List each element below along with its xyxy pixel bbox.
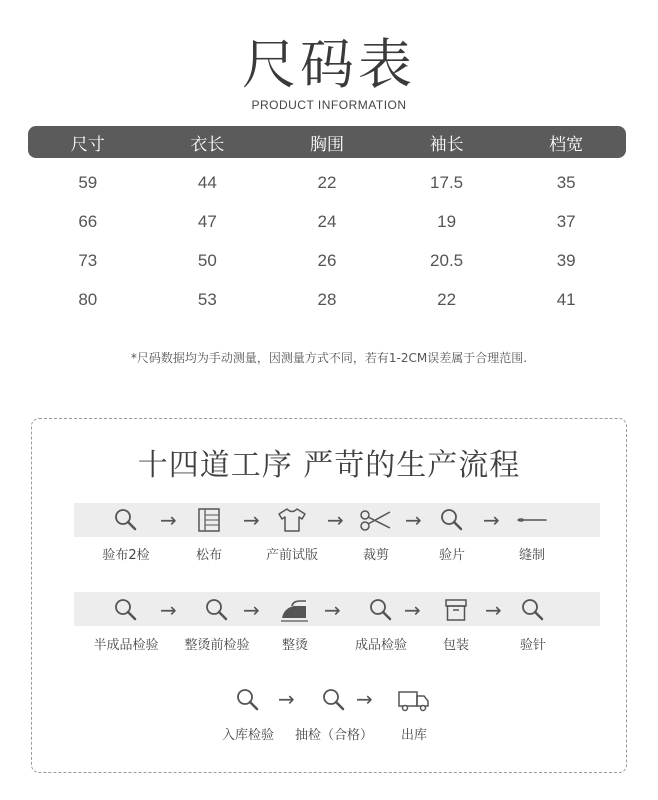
step-label: 出库 [400,728,427,743]
fabric-roll-icon [164,506,254,534]
table-cell: 39 [556,251,576,270]
table-cell: 37 [556,212,576,231]
arrow-icon: → [324,598,341,622]
table-cell: 20.5 [430,251,464,270]
process-step [164,506,254,563]
table-cell: 53 [197,290,217,309]
step-label: 缝制 [518,548,545,563]
step-label: 整烫前检验 [184,638,250,653]
magnifier-icon [488,596,578,624]
table-cell: 44 [197,173,217,192]
arrow-icon: → [483,508,500,532]
measurement-note: *尺码数据均为手动测量，因测量方式不同，若有1-2CM误差属于合理范围. [130,351,528,365]
arrow-icon: → [405,508,422,532]
step-label: 验片 [438,548,465,563]
process-step [81,506,171,563]
table-cell: 24 [317,212,337,231]
tshirt-icon [247,506,337,534]
table-row [28,207,626,237]
column-header: 衣长 [190,134,225,155]
process-step [488,596,578,653]
column-header: 胸围 [309,134,344,155]
step-label: 入库检验 [221,728,274,743]
table-cell: 22 [317,173,337,192]
size-table-header [28,126,626,158]
step-label: 包装 [442,638,469,653]
page-subtitle: PRODUCT INFORMATION [251,98,407,112]
table-cell: 73 [78,251,98,270]
column-header: 档宽 [549,134,584,155]
arrow-icon: → [243,598,260,622]
table-cell: 28 [317,290,337,309]
arrow-icon: → [243,508,260,532]
step-label: 成品检验 [354,638,407,653]
step-label: 验布2检 [102,548,150,563]
arrow-icon: → [160,598,177,622]
table-cell: 80 [78,290,98,309]
table-cell: 17.5 [430,173,464,192]
magnifier-icon [81,506,171,534]
table-cell: 22 [437,290,457,309]
table-row [28,246,626,276]
arrow-icon: → [327,508,344,532]
process-step [247,506,337,563]
process-title: 十四道工序 严苛的生产流程 [137,448,521,483]
table-cell: 47 [197,212,217,231]
step-label: 产前试版 [265,548,318,563]
truck-icon [369,686,459,714]
column-header: 尺寸 [70,134,105,155]
table-cell: 50 [197,251,217,270]
step-label: 裁剪 [362,548,389,563]
arrow-icon: → [485,598,502,622]
page-title: 尺码表 [242,33,416,96]
arrow-icon: → [356,687,373,711]
step-label: 抽检（合格） [294,728,373,743]
table-cell: 41 [556,290,576,309]
arrow-icon: → [160,508,177,532]
arrow-icon: → [278,687,295,711]
table-cell: 26 [317,251,337,270]
table-cell: 66 [78,212,98,231]
table-row [28,285,626,315]
step-label: 验针 [519,638,546,653]
magnifier-icon [81,596,171,624]
process-step [369,686,459,743]
table-row [28,168,626,198]
table-cell: 35 [556,173,576,192]
table-cell: 59 [78,173,98,192]
step-label: 半成品检验 [93,638,159,653]
table-cell: 19 [437,212,457,231]
process-step [81,596,171,653]
arrow-icon: → [404,598,421,622]
needle-icon [487,506,577,534]
process-step [487,506,577,563]
step-label: 松布 [195,548,222,563]
column-header: 袖长 [429,134,464,155]
step-label: 整烫 [281,638,308,653]
